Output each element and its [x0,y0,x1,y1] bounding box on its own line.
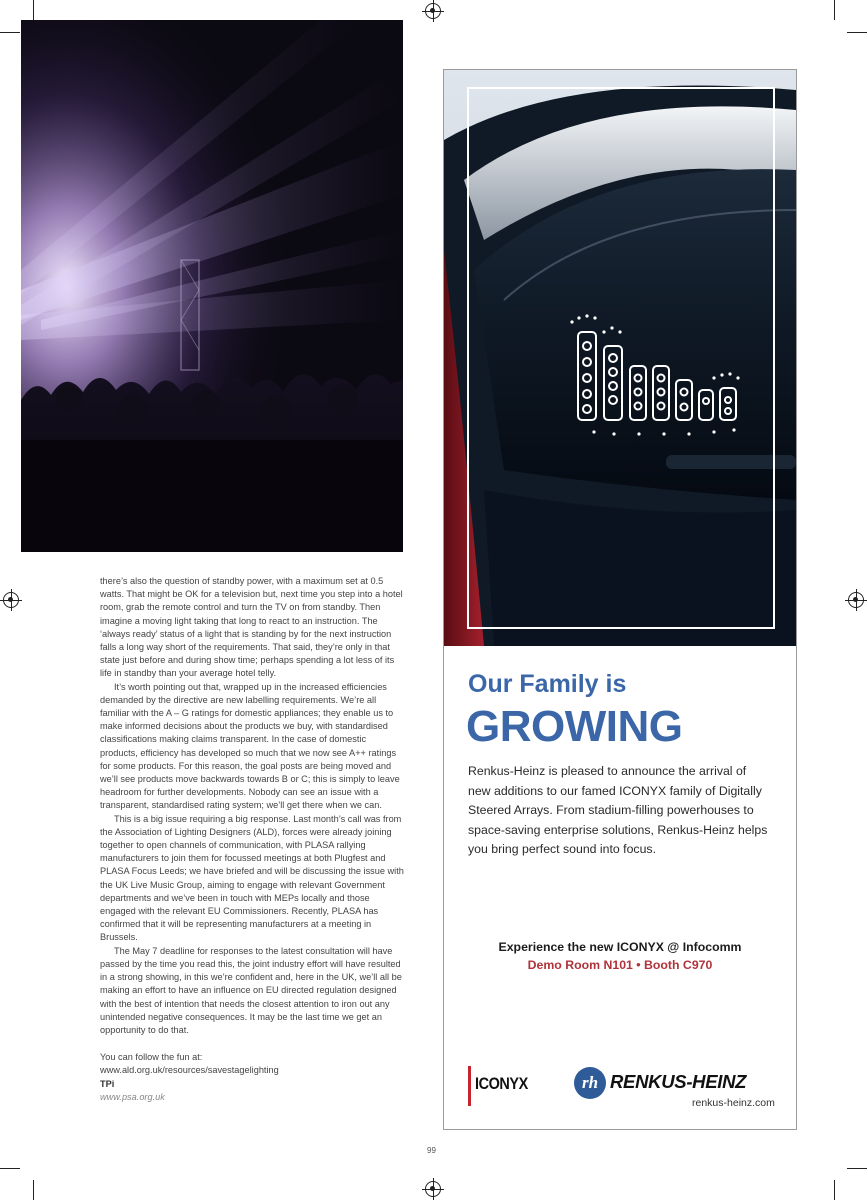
article-paragraph: It’s worth pointing out that, wrapped up in the increased efficiencies demanded by the directive are new labelling requirements. We’re all familiar with the A – G ratings for domestic appliances; they enable us to make informed decisions about the products we buy, with standardised classifications making claims transparent. In the case of domestic products, efficiency has developed so much that we now see A++ ratings for some products. For this reason, the goal posts are being moved and we’ll see products move backwards towards B or C; this is simply to leave headroom for further developments. Nobody can see an issue with a transparent, standardised rating system; we’ll get there when we can. [100,681,400,811]
renkus-heinz-wordmark: RENKUS-HEINZ [610,1071,747,1092]
crop-mark [33,1180,34,1200]
ad-demo-line: Demo Room N101 • Booth C970 [527,958,713,972]
ad-headline-small: Our Family is [468,670,627,698]
follow-line: You can follow the fun at: [100,1052,203,1063]
page-number: 99 [427,1146,436,1155]
concert-photo [21,20,403,552]
crop-mark [847,1168,867,1169]
concert-photo-illustration [21,20,403,552]
registration-mark-icon [425,1181,441,1197]
registration-mark-icon [3,592,19,608]
crop-mark [33,0,34,20]
car-rear-window-photo [444,70,796,646]
renkus-heinz-logo-icon: rh [574,1067,606,1099]
crop-mark [834,1180,835,1200]
crop-mark [847,32,867,33]
article-paragraph: This is a big issue requiring a big response. Last month’s call was from the Association of Lighting Designers (ALD), forces were already joining together to open channels of communication, with PLASA rallying manufacturers to join them for focussed meetings at both Plugfest and PLASA Focus Leeds; we have briefed and will be discussing the issue with the UK Live Music Group, aiming to engage with relevant Government departments and we’ve been in touch with MEPs locally and those engaged with the relevant EU Commissioners. Recently, PLASA has confirmed that it will be representing manufacturers at a meeting in Brussels. [100,813,404,943]
source-link[interactable]: www.psa.org.uk [100,1091,165,1102]
registration-mark-icon [425,3,441,19]
crop-mark [834,0,835,20]
crop-mark [0,1168,20,1169]
registration-mark-icon [848,592,864,608]
article-paragraph: there’s also the question of standby power, with a maximum set at 0.5 watts. That might be OK for a television but, next time you step into a hotel room, grab the remote control and turn the TV on from standby. Then imagine a moving light taking that long to react to an instruction. The ‘always ready’ status of a light that is standing by for the next instruction falls a long way short of the requirements. That said, they’re only in that state just before and during show time; perhaps spending a lot less of its life in standby than your average hotel telly. [100,576,403,679]
renkus-heinz-advert [443,69,797,1130]
crop-mark [0,32,20,33]
signoff: TPi [100,1078,115,1089]
iconyx-logo-bar [468,1066,471,1106]
iconyx-logo-text: ICONYX [475,1074,528,1093]
ad-headline-large: GROWING [466,702,683,751]
follow-url-link[interactable]: www.ald.org.uk/resources/savestagelighting [100,1065,279,1076]
article-body [100,575,404,1104]
car-photo-illustration [444,70,796,646]
article-paragraph: The May 7 deadline for responses to the latest consultation will have passed by the time you read this, the joint industry effort will have resulted in a strong showing, in this we’re confident and, here in the UK, we’ll all be making an effort to have an influence on EU directed regulation designed with the best of intention that needs the closest attention to iron out any unintended negative consequences. It may be the last time we get an opportunity to do that. [100,945,402,1035]
iconyx-logo [468,1066,528,1106]
ad-experience-line: Experience the new ICONYX @ Infocomm [498,940,742,954]
renkus-heinz-url-link[interactable]: renkus-heinz.com [692,1097,775,1109]
ad-body-copy: Renkus-Heinz is pleased to announce the arrival of new additions to our famed ICONYX family of Digitally Steered Arrays. From stadium-filling powerhouses to space-saving enterprise solutions, Renkus-Heinz helps you bring perfect sound into focus. [468,764,768,856]
